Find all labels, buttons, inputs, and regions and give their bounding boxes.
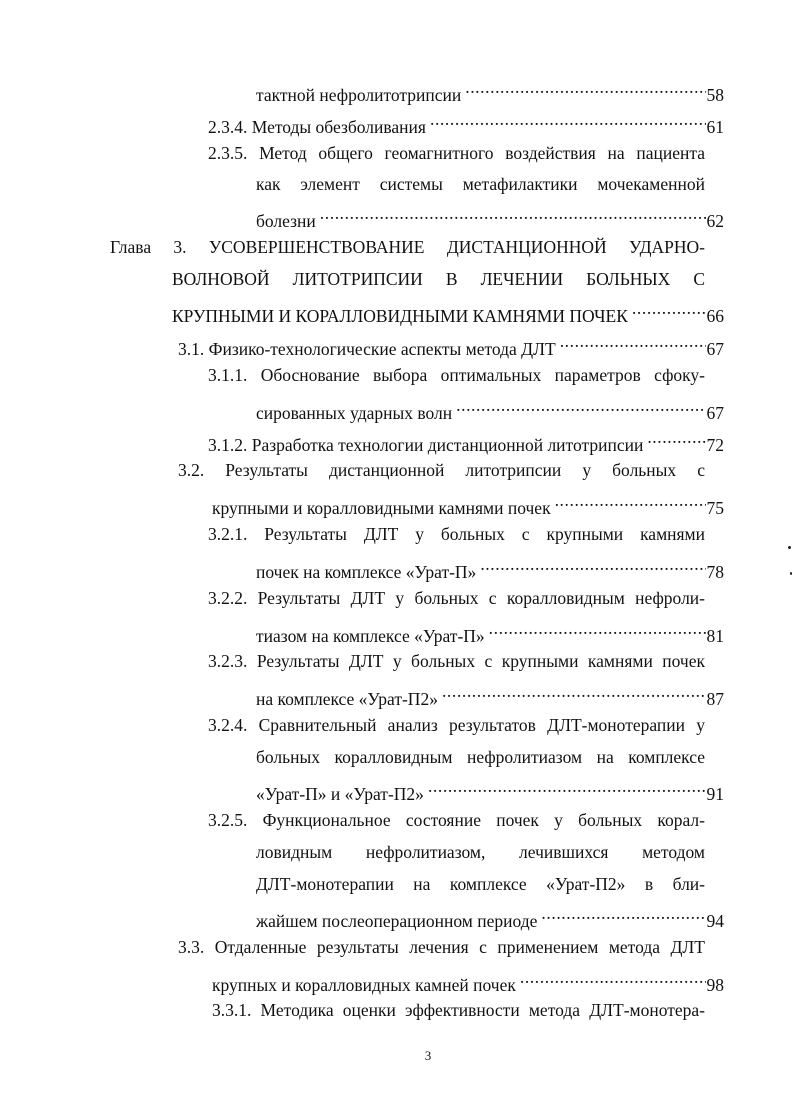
- dot-leader: [647, 427, 705, 451]
- toc-entry-continuation: [212, 967, 724, 995]
- toc-entry-title: 3.2.5. Функциональное состояние почек у больных корал-: [208, 810, 705, 830]
- toc-entry-continuation: [256, 776, 724, 804]
- toc-entry-title: 3.3.1. Методика оценки эффективности метода ДЛТ-монотера-: [212, 1000, 705, 1020]
- dot-leader: [560, 331, 706, 355]
- toc-entry-title: «Урат-П» и «Урат-П2»: [256, 784, 424, 804]
- toc-entry: [208, 427, 724, 455]
- dot-leader: [632, 298, 706, 322]
- toc-entry-title: сированных ударных волн: [256, 403, 453, 423]
- toc-entry-page: 94: [706, 911, 724, 931]
- toc-chapter-heading-continuation: [172, 298, 724, 326]
- toc-entry-page: 87: [706, 689, 724, 709]
- toc-entry-page: 72: [706, 435, 724, 455]
- toc-entry-title: 3.1.2. Разработка технологии дистанционной литотрипсии: [208, 435, 644, 455]
- toc-entry-title: ВОЛНОВОЙ ЛИТОТРИПСИИ В ЛЕЧЕНИИ БОЛЬНЫХ С: [172, 269, 705, 289]
- toc-entry-title: 3.2. Результаты дистанционной литотрипсии у больных с: [178, 460, 705, 480]
- dot-leader: [442, 681, 706, 705]
- dot-leader: [320, 203, 706, 227]
- toc-entry-title: 3.2.1. Результаты ДЛТ у больных с крупными камнями: [208, 524, 705, 544]
- toc-entry: [208, 522, 705, 546]
- scan-speck: [790, 572, 792, 575]
- toc-chapter-heading: [110, 235, 705, 259]
- toc-entry-continuation: [256, 872, 705, 896]
- toc-entry-page: 91: [706, 784, 724, 804]
- toc-entry-title: 3.1.1. Обоснование выбора оптимальных параметров сфоку-: [208, 365, 705, 385]
- toc-entry-title: 3.2.4. Сравнительный анализ результатов ДЛТ-монотерапии у: [208, 715, 705, 735]
- dot-leader: [541, 903, 705, 927]
- dot-leader: [456, 395, 705, 419]
- toc-entry: [208, 649, 705, 673]
- toc-entry-title: почек на комплексе «Урат-П»: [256, 562, 477, 582]
- page-number: 3: [424, 1048, 432, 1063]
- toc-entry-continuation: [212, 490, 724, 518]
- toc-entry: [256, 77, 724, 105]
- toc-entry-title: тактной нефролитотрипсии: [256, 85, 462, 105]
- toc-entry-continuation: [256, 395, 724, 423]
- scan-speck: [788, 546, 791, 549]
- dot-leader: [430, 109, 706, 133]
- toc-entry-title: 3.2.3. Результаты ДЛТ у больных с крупными камнями почек: [208, 651, 705, 671]
- dot-leader: [489, 618, 706, 642]
- toc-entry: [178, 331, 724, 359]
- toc-entry-title: 3.3. Отдаленные результаты лечения с применением метода ДЛТ: [178, 937, 705, 957]
- toc-entry-page: 98: [706, 975, 724, 995]
- toc-entry: [178, 458, 705, 482]
- toc-entry-page: 78: [706, 562, 724, 582]
- toc-chapter-heading-continuation: [172, 267, 705, 291]
- dot-leader: [428, 776, 706, 800]
- toc-entry-continuation: [256, 203, 724, 231]
- toc-entry-title: 2.3.4. Методы обезболивания: [208, 117, 426, 137]
- toc-entry-title: 3.2.2. Результаты ДЛТ у больных с коралловидным нефроли-: [208, 588, 705, 608]
- toc-entry-continuation: [256, 618, 724, 646]
- toc-entry: [212, 998, 705, 1022]
- toc-entry-page: 61: [706, 117, 724, 137]
- toc-entry: [178, 935, 705, 959]
- toc-entry-continuation: [256, 172, 705, 196]
- toc-entry-continuation: [256, 681, 724, 709]
- toc-entry-title: 2.3.5. Метод общего геомагнитного воздействия на пациента: [208, 143, 705, 163]
- toc-entry-page: 62: [706, 211, 724, 231]
- toc-entry-title: болезни: [256, 211, 316, 231]
- toc-entry: [208, 109, 724, 137]
- toc-entry-title: больных коралловидным нефролитиазом на комплексе: [256, 747, 705, 767]
- toc-entry-page: 58: [706, 85, 724, 105]
- toc-entry-page: 81: [706, 626, 724, 646]
- dot-leader: [520, 967, 706, 991]
- toc-entry-title: крупных и коралловидных камней почек: [212, 975, 516, 995]
- toc-entry-title: на комплексе «Урат-П2»: [256, 689, 438, 709]
- toc-entry-title: тиазом на комплексе «Урат-П»: [256, 626, 485, 646]
- toc-entry-continuation: [256, 745, 705, 769]
- toc-entry-title: ДЛТ-монотерапии на комплексе «Урат-П2» в бли-: [256, 874, 705, 894]
- toc-entry-title: ловидным нефролитиазом, лечившихся методом: [256, 842, 705, 862]
- toc-entry-title: КРУПНЫМИ И КОРАЛЛОВИДНЫМИ КАМНЯМИ ПОЧЕК: [172, 306, 628, 326]
- toc-entry: [208, 363, 705, 387]
- toc-entry-title: 3.1. Физико-технологические аспекты метода ДЛТ: [178, 339, 556, 359]
- toc-entry-title: как элемент системы метафилактики мочекаменной: [256, 174, 705, 194]
- toc-entry: [208, 141, 705, 165]
- toc-entry-continuation: [256, 903, 724, 931]
- toc-entry: [208, 808, 705, 832]
- toc-entry-page: 75: [706, 498, 724, 518]
- dot-leader: [555, 490, 706, 514]
- toc-entry-continuation: [256, 840, 705, 864]
- toc-entry-title: жайшем послеоперационном периоде: [256, 911, 538, 931]
- toc-entry-title: Глава 3. УСОВЕРШЕНСТВОВАНИЕ ДИСТАНЦИОННОЙ УДАРНО-: [110, 237, 705, 257]
- toc-entry-continuation: [256, 554, 724, 582]
- dot-leader: [465, 77, 705, 101]
- dot-leader: [480, 554, 705, 578]
- toc-entry-page: 67: [706, 339, 724, 359]
- toc-entry-page: 67: [706, 403, 724, 423]
- toc-entry-page: 66: [706, 306, 724, 326]
- toc-entry: [208, 713, 705, 737]
- toc-entry: [208, 586, 705, 610]
- toc-entry-title: крупными и коралловидными камнями почек: [212, 498, 551, 518]
